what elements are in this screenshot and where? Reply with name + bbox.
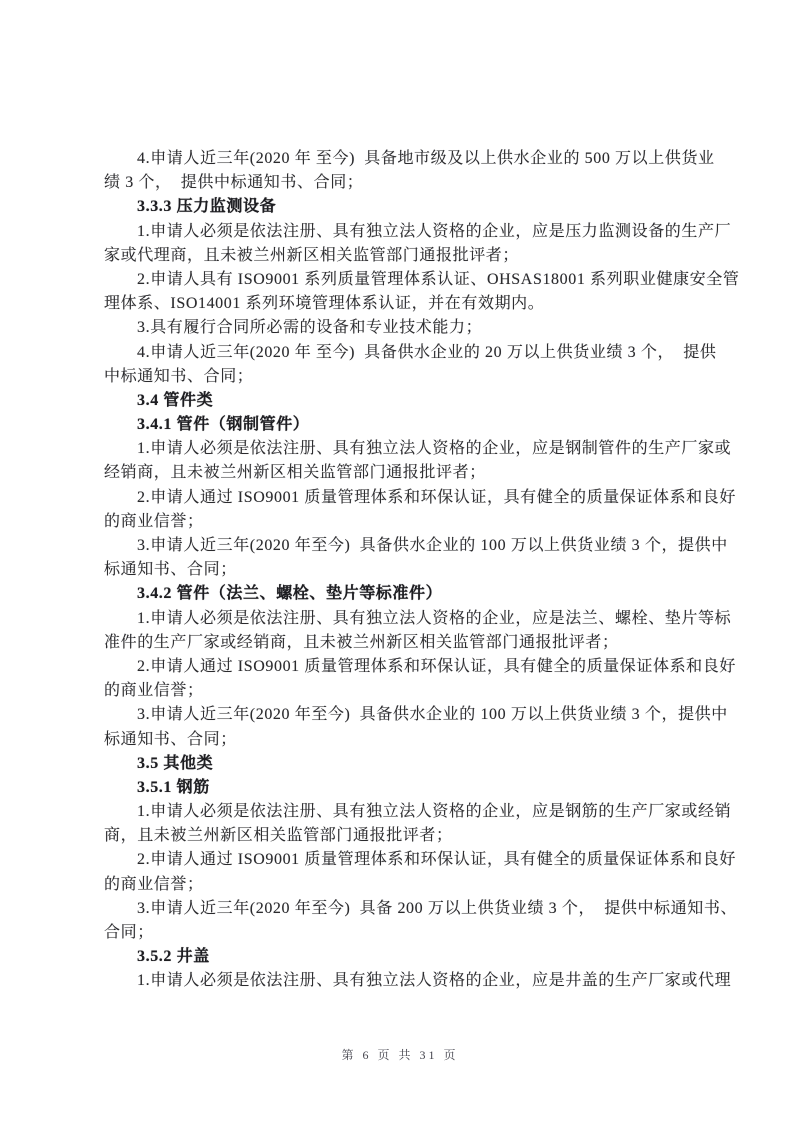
paragraph-line: 中标通知书、合同； (104, 367, 254, 385)
paragraph-line: 3.申请人近三年(2020 年至今) 具备供水企业的 100 万以上供货业绩 3 个，提供中 (137, 706, 728, 724)
paragraph-line: 合同； (104, 924, 154, 941)
paragraph-line: 商，且未被兰州新区相关监管部门通报批评者； (104, 827, 453, 845)
paragraph-line: 标通知书、合同； (104, 561, 237, 579)
paragraph-line: 1.申请人必须是依法注册、具有独立法人资格的企业，应是井盖的生产厂家或代理 (137, 972, 732, 990)
paragraph-line: 2.申请人通过 ISO9001 质量管理体系和环保认证，具有健全的质量保证体系和良好 (137, 657, 736, 675)
paragraph-line: 家或代理商，且未被兰州新区相关监管部门通报批评者； (104, 246, 520, 264)
page-number: 第 6 页 共 31 页 (341, 1048, 459, 1062)
section-heading: 3.4.2 管件（法兰、螺栓、垫片等标准件） (137, 585, 443, 603)
section-heading: 3.5.1 钢筋 (137, 778, 210, 796)
paragraph-line: 1.申请人必须是依法注册、具有独立法人资格的企业，应是钢制管件的生产厂家或 (137, 440, 732, 458)
paragraph-line: 3.申请人近三年(2020 年至今) 具备供水企业的 100 万以上供货业绩 3 个，提供中 (137, 537, 728, 554)
paragraph-line: 2.申请人具有 ISO9001 系列质量管理体系认证、OHSAS18001 系列职业健康安全管 (137, 270, 740, 288)
paragraph-line: 绩 3 个， 提供中标通知书、合同； (104, 174, 364, 192)
section-heading: 3.3.3 压力监测设备 (137, 198, 277, 216)
paragraph-line: 3.具有履行合同所必需的设备和专业技术能力； (137, 319, 483, 337)
paragraph-line: 的商业信誉； (104, 512, 204, 530)
paragraph-line: 标通知书、合同； (104, 730, 237, 748)
paragraph-line: 1.申请人必须是依法注册、具有独立法人资格的企业，应是法兰、螺栓、垫片等标 (137, 609, 732, 627)
page-footer (0, 1046, 800, 1064)
paragraph-line: 3.申请人近三年(2020 年至今) 具备 200 万以上供货业绩 3 个， 提供中标通知书、 (137, 899, 738, 917)
paragraph-line: 1.申请人必须是依法注册、具有独立法人资格的企业，应是压力监测设备的生产厂 (137, 222, 732, 240)
section-heading: 3.5 其他类 (137, 754, 214, 772)
paragraph-line: 准件的生产厂家或经销商，且未被兰州新区相关监管部门通报批评者； (104, 633, 619, 651)
paragraph-line: 2.申请人通过 ISO9001 质量管理体系和环保认证，具有健全的质量保证体系和良好 (137, 851, 736, 869)
section-heading: 3.5.2 井盖 (137, 948, 210, 966)
document-body (104, 147, 740, 994)
paragraph-line: 4.申请人近三年(2020 年 至今) 具备供水企业的 20 万以上供货业绩 3 个， 提供 (137, 343, 717, 361)
paragraph-line: 的商业信誉； (104, 682, 204, 700)
paragraph-line: 理体系、ISO14001 系列环境管理体系认证，并在有效期内。 (104, 295, 545, 313)
paragraph-line: 1.申请人必须是依法注册、具有独立法人资格的企业，应是钢筋的生产厂家或经销 (137, 803, 732, 821)
paragraph-line: 的商业信誉； (104, 875, 204, 893)
paragraph-line: 2.申请人通过 ISO9001 质量管理体系和环保认证，具有健全的质量保证体系和良好 (137, 488, 736, 506)
section-heading: 3.4 管件类 (137, 391, 214, 409)
section-heading: 3.4.1 管件（钢制管件） (137, 416, 310, 434)
paragraph-line: 4.申请人近三年(2020 年 至今) 具备地市级及以上供水企业的 500 万以上供货业 (137, 150, 715, 167)
paragraph-line: 经销商，且未被兰州新区相关监管部门通报批评者； (104, 464, 486, 482)
